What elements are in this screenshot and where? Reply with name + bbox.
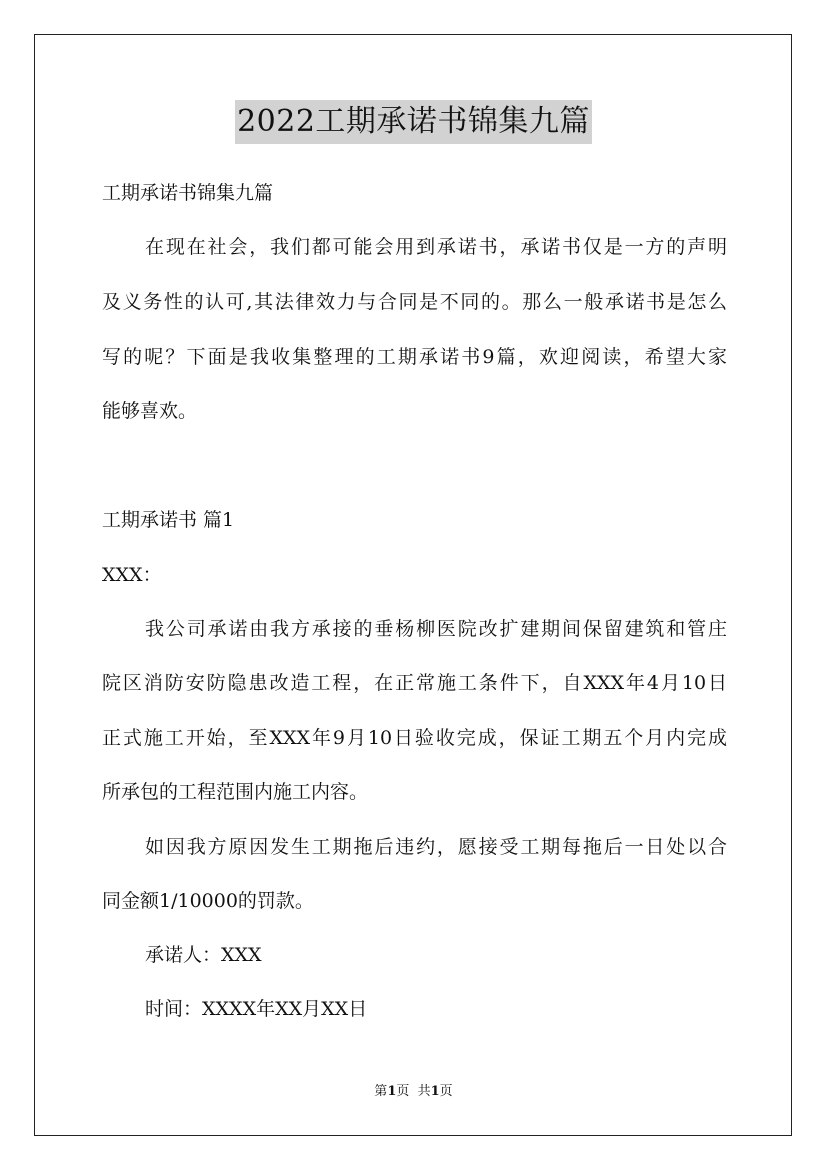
intro-line-3: 写的呢？下面是我收集整理的工期承诺书9篇，欢迎阅读，希望大家 (102, 346, 727, 368)
body-para1-line-1: 我公司承诺由我方承接的垂杨柳医院改扩建期间保留建筑和管庄 (145, 618, 727, 640)
footer-page-mid: 页 共 (396, 1084, 431, 1099)
document-title: 2022工期承诺书锦集九篇 (235, 100, 592, 144)
salutation: XXX： (102, 564, 162, 586)
body-para2-line-1: 如因我方原因发生工期拖后违约，愿接受工期每拖后一日处以合 (145, 836, 727, 858)
intro-line-4: 能够喜欢。 (102, 400, 198, 422)
intro-line-1: 在现在社会，我们都可能会用到承诺书，承诺书仅是一方的声明 (145, 236, 727, 258)
body-para1-line-2: 院区消防安防隐患改造工程，在正常施工条件下，自XXX年4月10日 (102, 672, 727, 694)
footer-page-prefix: 第 (374, 1084, 388, 1099)
body-para1-line-4: 所承包的工程范围内施工内容。 (102, 781, 369, 803)
footer-page-total: 1 (430, 1084, 440, 1099)
body-para1-line-3: 正式施工开始，至XXX年9月10日验收完成，保证工期五个月内完成 (102, 727, 727, 749)
date-line: 时间：XXXX年XX月XX日 (145, 998, 368, 1020)
body-para2-line-2: 同金额1/10000的罚款。 (102, 890, 314, 912)
footer-page-suffix: 页 (439, 1084, 453, 1099)
section-heading: 工期承诺书 篇1 (102, 509, 235, 531)
footer-page-current: 1 (387, 1084, 397, 1099)
title-container (0, 100, 827, 144)
intro-line-2: 及义务性的认可,其法律效力与合同是不同的。那么一般承诺书是怎么 (102, 291, 727, 313)
document-subtitle: 工期承诺书锦集九篇 (102, 182, 274, 204)
page-footer (0, 1083, 827, 1101)
signer-line: 承诺人：XXX (145, 944, 262, 966)
